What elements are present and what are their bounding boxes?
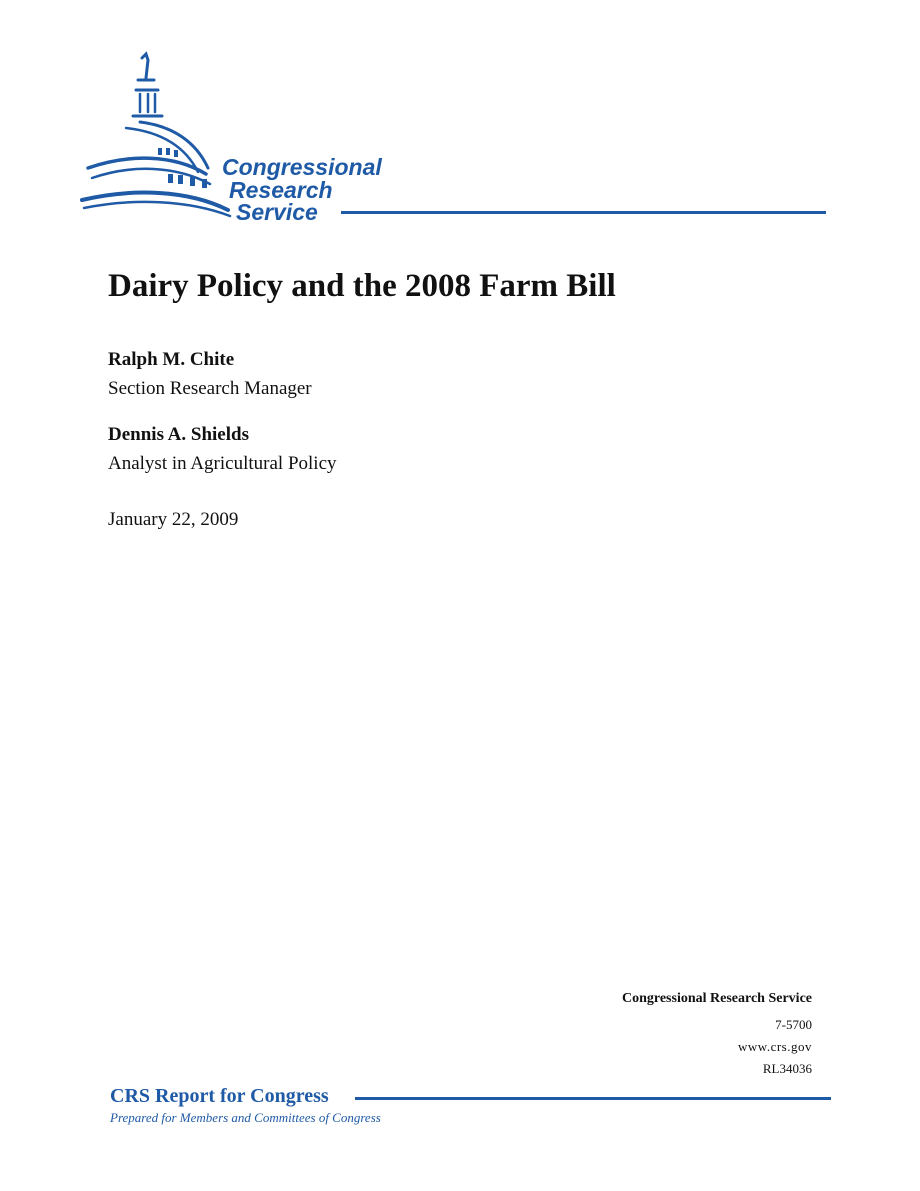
footer-rule <box>355 1097 831 1100</box>
page-title: Dairy Policy and the 2008 Farm Bill <box>108 268 616 304</box>
footer-title: CRS Report for Congress <box>110 1085 329 1107</box>
logo-text-congressional: Congressional <box>222 154 382 180</box>
report-date: January 22, 2009 <box>108 509 239 530</box>
author-name: Ralph M. Chite <box>108 349 235 370</box>
footer-subtitle: Prepared for Members and Committees of Congress <box>110 1110 381 1125</box>
logo-text-service: Service <box>236 199 318 225</box>
publisher-website: www.crs.gov <box>738 1039 812 1054</box>
capitol-dome-icon <box>78 50 238 225</box>
author-role: Analyst in Agricultural Policy <box>108 453 337 474</box>
publisher-phone: 7-5700 <box>775 1017 812 1032</box>
header-rule <box>341 211 826 214</box>
author-role: Section Research Manager <box>108 378 312 399</box>
publisher-org: Congressional Research Service <box>621 991 812 1006</box>
logo-text-research: Research <box>229 177 333 203</box>
author-name: Dennis A. Shields <box>108 424 249 445</box>
report-number: RL34036 <box>762 1061 812 1076</box>
